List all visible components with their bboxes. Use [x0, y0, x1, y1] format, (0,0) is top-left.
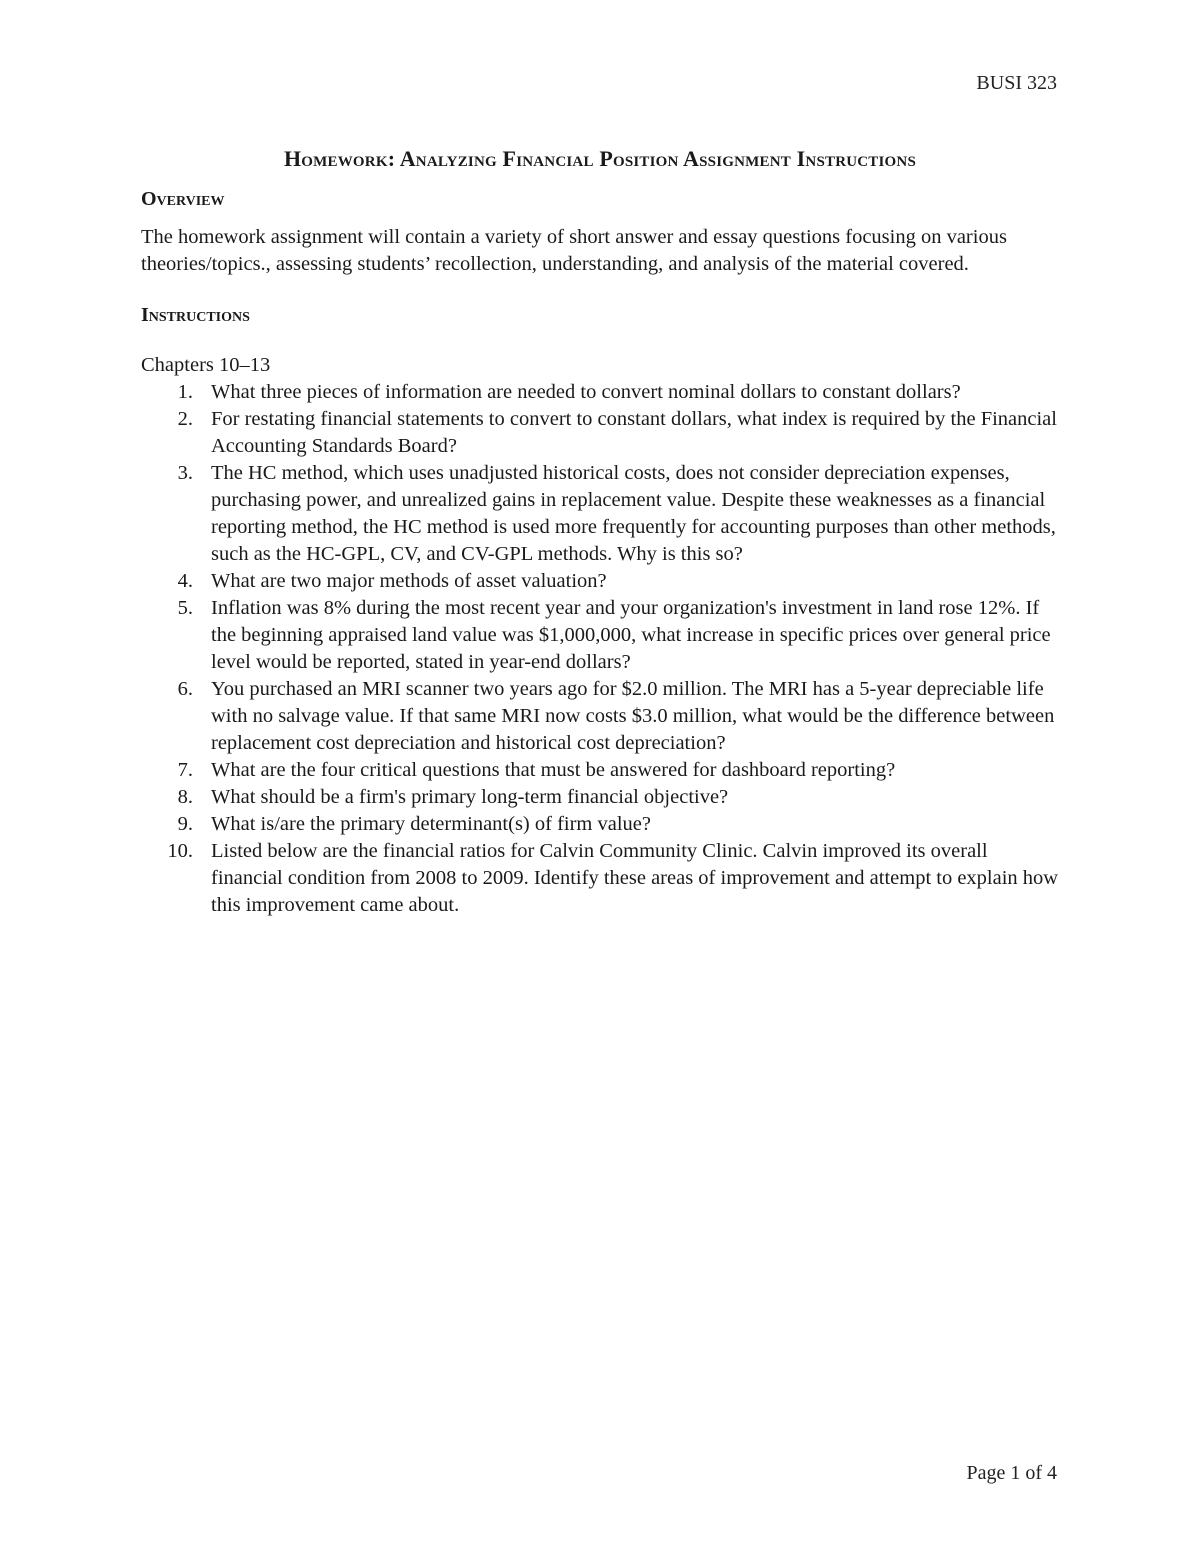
question-text: What are two major methods of asset valuation?: [211, 570, 607, 592]
question-text: Inflation was 8% during the most recent year and your organization's investment in land rose 12%. If the beginning appraised land value was $1,000,000, what increase in specific prices over general price level would be reported, stated in year-end dollars?: [211, 597, 1051, 673]
question-number: 10.: [167, 840, 193, 862]
question-number: 6.: [177, 678, 193, 700]
question-list: [141, 379, 1061, 919]
question-text: You purchased an MRI scanner two years ago for $2.0 million. The MRI has a 5-year depreciable life with no salvage value. If that same MRI now costs $3.0 million, what would be the difference between replacement cost depreciation and historical cost depreciation?: [211, 678, 1055, 754]
question-item: [141, 676, 1061, 757]
question-item: [141, 568, 1061, 595]
document-body: [141, 186, 1061, 919]
instructions-heading: Instructions: [141, 304, 250, 326]
course-code: BUSI 323: [976, 72, 1057, 94]
question-text: For restating financial statements to convert to constant dollars, what index is required by the Financial Accounting Standards Board?: [211, 408, 1057, 457]
question-item: [141, 379, 1061, 406]
overview-paragraph: The homework assignment will contain a variety of short answer and essay questions focusing on various theories/topics., assessing students’ recollection, understanding, and analysis of the material covered.: [141, 226, 1007, 275]
question-text: What are the four critical questions that must be answered for dashboard reporting?: [211, 759, 896, 781]
question-item: [141, 595, 1061, 676]
question-number: 7.: [177, 759, 193, 781]
question-number: 5.: [177, 597, 193, 619]
question-text: What should be a firm's primary long-term financial objective?: [211, 786, 729, 808]
question-text: Listed below are the financial ratios for Calvin Community Clinic. Calvin improved its overall financial condition from 2008 to 2009. Identify these areas of improvement and attempt to explain how this improvement came about.: [211, 840, 1059, 916]
question-text: The HC method, which uses unadjusted historical costs, does not consider depreciation expenses, purchasing power, and unrealized gains in replacement value. Despite these weaknesses as a financial reporting method, the HC method is used more frequently for accounting purposes than other methods, such as the HC-GPL, CV, and CV-GPL methods. Why is this so?: [211, 462, 1056, 565]
question-number: 9.: [177, 813, 193, 835]
question-text: What three pieces of information are needed to convert nominal dollars to constant dollars?: [211, 381, 961, 403]
question-item: [141, 784, 1061, 811]
question-item: [141, 757, 1061, 784]
question-text: What is/are the primary determinant(s) of firm value?: [211, 813, 651, 835]
question-number: 4.: [177, 570, 193, 592]
question-item: [141, 838, 1061, 919]
question-item: [141, 406, 1061, 460]
page-number: Page 1 of 4: [966, 1462, 1057, 1484]
question-item: [141, 811, 1061, 838]
overview-heading: Overview: [141, 188, 225, 210]
question-number: 1.: [177, 381, 193, 403]
chapters-line: Chapters 10–13: [141, 354, 271, 376]
question-number: 8.: [177, 786, 193, 808]
question-number: 2.: [177, 408, 193, 430]
question-number: 3.: [177, 462, 193, 484]
question-item: [141, 460, 1061, 568]
document-title: Homework: Analyzing Financial Position Assignment Instructions: [283, 146, 916, 171]
